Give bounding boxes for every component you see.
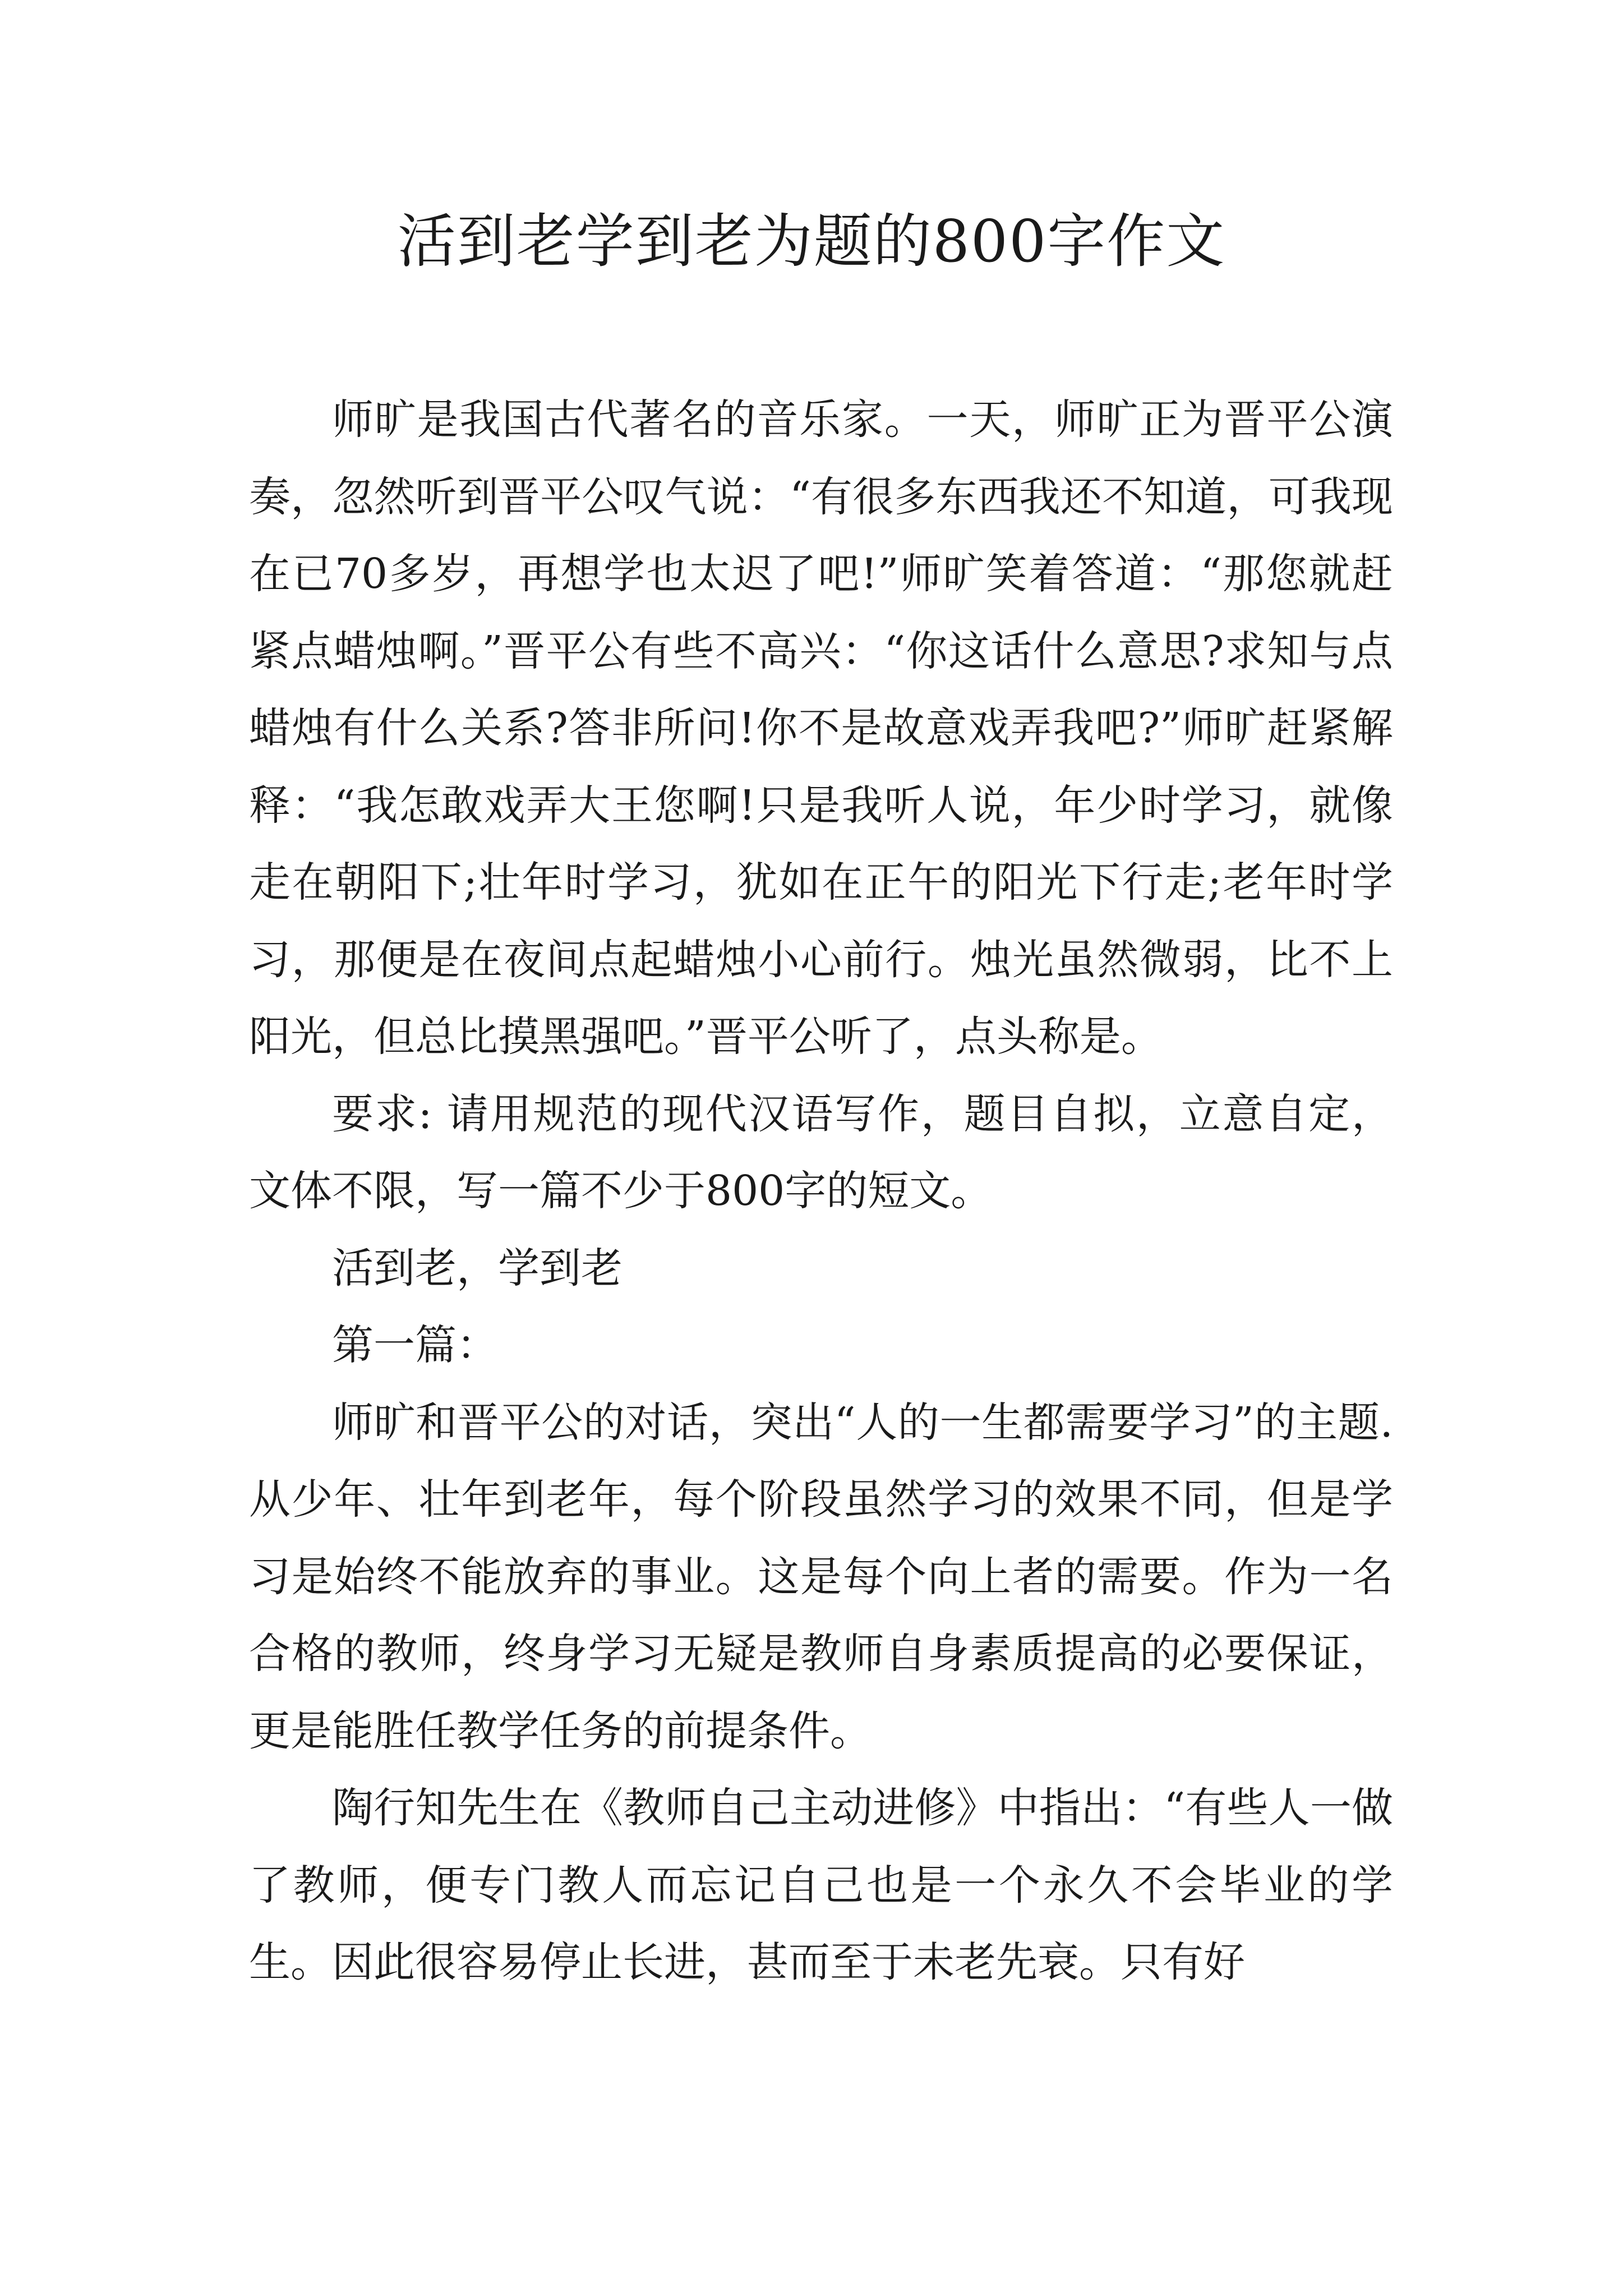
paragraph-essay-2: 陶行知先生在《教师自己主动进修》中指出：“有些人一做了教师，便专门教人而忘记自己也是一个永久不会毕业的学生。因此很容易停止长进，甚而至于未老先衰。只有好 (249, 1784, 1393, 1986)
document-body (249, 381, 1393, 2001)
paragraph-requirements: 要求: 请用规范的现代汉语写作，题目自拟，立意自定，文体不限，写一篇不少于800字的短文。 (249, 1089, 1393, 1215)
document-title: 活到老学到老为题的800字作文 (397, 207, 1226, 275)
paragraph-section-heading: 第一篇： (332, 1321, 498, 1369)
paragraph-essay-title: 活到老，学到老 (332, 1244, 623, 1292)
paragraph-story: 师旷是我国古代著名的音乐家。一天，师旷正为晋平公演奏，忽然听到晋平公叹气说：“有很多东西我还不知道，可我现在已70多岁，再想学也太迟了吧!”师旷笑着答道：“那您就赶紧点蜡烛啊。”晋平公有些不高兴：“你这话什么意思?求知与点蜡烛有什么关系?答非所问!你不是故意戏弄我吧?”师旷赶紧解释：“我怎敢戏弄大王您啊!只是我听人说，年少时学习，就像走在朝阳下;壮年时学习，犹如在正午的阳光下行走;老年时学习，那便是在夜间点起蜡烛小心前行。烛光虽然微弱，比不上阳光，但总比摸黑强吧。”晋平公听了，点头称是。 (249, 395, 1393, 1061)
paragraph-essay-1: 师旷和晋平公的对话，突出“人的一生都需要学习”的主题.从少年、壮年到老年，每个阶段虽然学习的效果不同，但是学习是始终不能放弃的事业。这是每个向上者的需要。作为一名合格的教师，终身学习无疑是教师自身素质提高的必要保证，更是能胜任教学任务的前提条件。 (249, 1398, 1393, 1755)
